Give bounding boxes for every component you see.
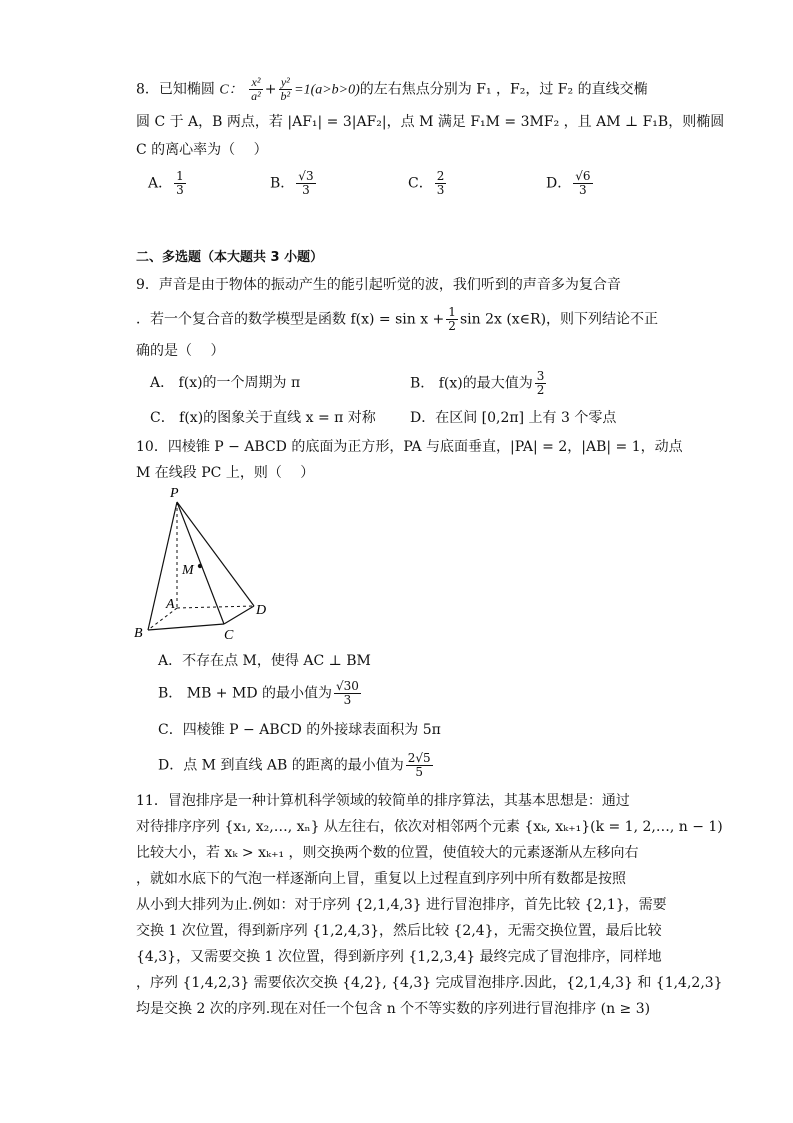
section-title-multiple-choice: 二、多选题（本大题共 3 小题） xyxy=(136,250,324,265)
q11-line7: {4,3}，又需要交换 1 次位置，得到新序列 {1,2,3,4} 最终完成了冒泡排序，同样地 xyxy=(136,949,662,965)
q9-line3: 确的是（ ） xyxy=(136,343,225,359)
label-M: M xyxy=(182,563,194,578)
q8-line2: 圆 C 于 A，B 两点，若 |AF₁| = 3|AF₂|，点 M 满足 F₁M = 3MF₂ ，且 AM ⊥ F₁B，则椭圆 xyxy=(136,114,725,130)
q8-line3: C 的离心率为（ ） xyxy=(136,142,268,158)
q11-line9: 均是交换 2 次的序列.现在对任一个包含 n 个不等实数的序列进行冒泡排序 (n ≥ 3) xyxy=(136,1001,651,1017)
label-P: P xyxy=(170,486,179,501)
q8-option-d: D． $\frac{√6}{3}$ xyxy=(546,169,591,197)
edge-BC xyxy=(148,624,224,630)
q8-option-b: B． $\frac{√3}{3}$ xyxy=(270,169,314,197)
q9-option-a: A． f(x)的一个周期为 π xyxy=(150,375,301,391)
label-D: D xyxy=(256,603,267,618)
q8-line1: 8．已知椭圆 C： $\frac{\text{x²}}{\text{a²}}$ + $\frac{\text{y²}}{\text{b²}}$ =1(a>b>0)的左右焦点分别为 F₁ ，F₂，过 F₂ 的直线交椭 xyxy=(136,75,648,103)
q10-option-c: C．四棱锥 P − ABCD 的外接球表面积为 5π xyxy=(158,722,441,738)
q8-frac-x: $\frac{\text{x²}}{\text{a²}}$ xyxy=(251,75,261,103)
edge-AD-dashed xyxy=(177,606,254,608)
q10-line2: M 在线段 PC 上，则（ ） xyxy=(136,465,315,481)
q10-option-b: B． MB + MD 的最小值为 $\frac{√30}{3}$ xyxy=(158,679,359,707)
q9-half-frac: $\frac{1}{2}$ xyxy=(448,305,456,333)
q8-option-c: C． $\frac{2}{3}$ xyxy=(408,169,445,197)
label-B: B xyxy=(134,626,143,641)
q10-option-a: A．不存在点 M，使得 AC ⊥ BM xyxy=(158,653,371,669)
q8-option-a: A． $\frac{1}{3}$ xyxy=(148,169,184,197)
q11-line1: 11．冒泡排序是一种计算机科学领域的较简单的排序算法，其基本思想是：通过 xyxy=(136,793,630,809)
q11-line8: ，序列 {1,4,2,3} 需要依次交换 {4,2}, {4,3} 完成冒泡排序.因此，{2,1,4,3} 和 {1,4,2,3} xyxy=(136,975,723,991)
q11-line6: 交换 1 次位置，得到新序列 {1,2,4,3}，然后比较 {2,4}，无需交换位置，最后比较 xyxy=(136,923,662,939)
q8-frac-y: $\frac{\text{y²}}{\text{b²}}$ xyxy=(280,75,291,103)
q9-line2: ．若一个复合音的数学模型是函数 f(x) = sin x + $\frac{1}{2}$ sin 2x (x∈R)，则下列结论不正 xyxy=(136,305,659,333)
q8-ellipse-label: C： xyxy=(219,82,243,98)
edge-PD xyxy=(177,502,254,606)
q10-option-d: D．点 M 到直线 AB 的距离的最小值为 $\frac{2√5}{5}$ xyxy=(158,751,431,779)
label-A: A xyxy=(166,597,175,612)
point-M xyxy=(198,564,202,568)
q9-option-d: D．在区间 [0,2π] 上有 3 个零点 xyxy=(410,410,617,426)
pyramid-figure xyxy=(128,484,278,644)
q11-line4: ，就如水底下的气泡一样逐渐向上冒，重复以上过程直到序列中所有数都是按照 xyxy=(136,871,626,887)
q8-text: 8．已知椭圆 xyxy=(136,81,215,98)
q9-option-c: C． f(x)的图象关于直线 x = π 对称 xyxy=(150,410,376,426)
q9-option-b: B． f(x)的最大值为 $\frac{3}{2}$ xyxy=(410,369,545,397)
q10-line1: 10．四棱锥 P − ABCD 的底面为正方形，PA 与底面垂直，|PA| = 2，|AB| = 1，动点 xyxy=(136,439,683,455)
edge-CD xyxy=(224,606,254,624)
q11-line3: 比较大小，若 xₖ > xₖ₊₁ ，则交换两个数的位置，使值较大的元素逐渐从左移向右 xyxy=(136,845,639,861)
q11-line2: 对待排序序列 {x₁, x₂,…, xₙ} 从左往右，依次对相邻两个元素 {xₖ, xₖ₊₁}(k = 1, 2,…, n − 1) xyxy=(136,819,723,835)
q8-eq-cond: =1(a>b>0) xyxy=(294,82,360,98)
q8-text-suffix: 的左右焦点分别为 F₁ ，F₂，过 F₂ 的直线交椭 xyxy=(359,81,648,98)
q11-line5: 从小到大排列为止.例如：对于序列 {2,1,4,3} 进行冒泡排序，首先比较 {2,1}，需要 xyxy=(136,897,667,913)
label-C: C xyxy=(224,628,234,643)
q9-line1: 9．声音是由于物体的振动产生的能引起听觉的波，我们听到的声音多为复合音 xyxy=(136,277,621,293)
